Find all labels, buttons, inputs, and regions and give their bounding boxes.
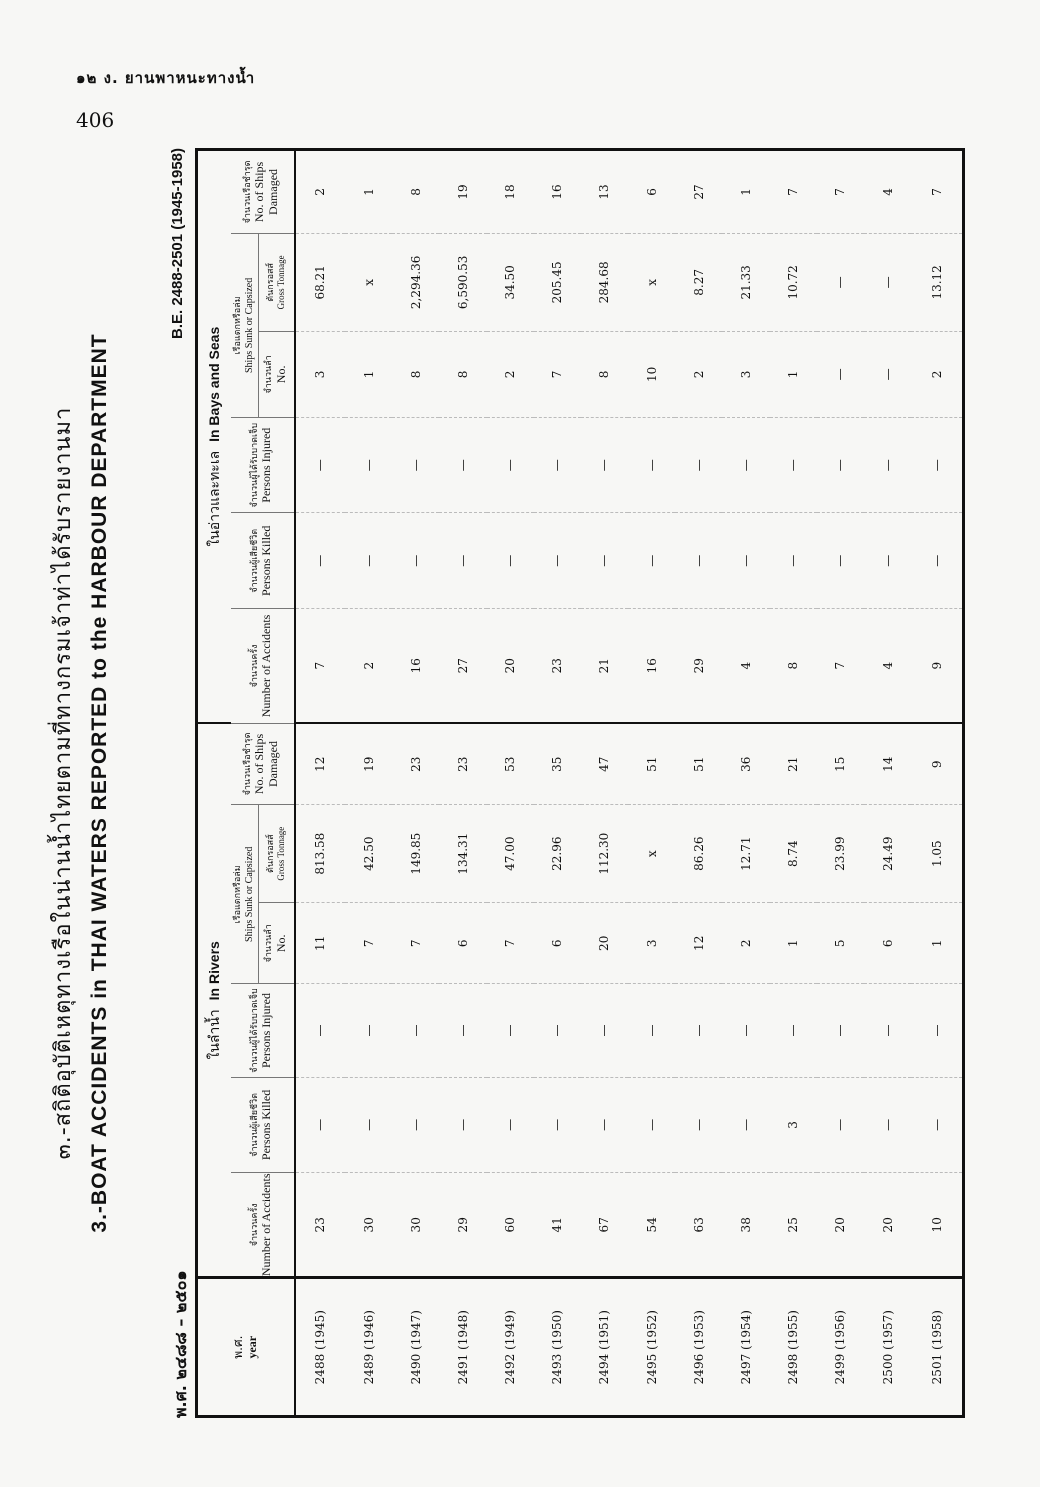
rotated-table-block (51, 148, 965, 1418)
table-row (345, 150, 392, 1417)
title-english: 3.-BOAT ACCIDENTS in THAI WATERS REPORTED to the HARBOUR DEPARTMENT (88, 333, 111, 1233)
bays-damaged-cell: 13 (581, 150, 628, 234)
rivers-tonnage-cell: 23.99 (817, 805, 864, 903)
rivers-injured-cell: — (581, 984, 628, 1077)
bays-injured-cell: — (534, 417, 581, 513)
bays-group-header: ในอ่าวและทะเล In Bays and Seas (197, 150, 231, 724)
rivers-injured-cell: — (722, 984, 769, 1077)
rivers-sunk-no-cell: 11 (295, 903, 346, 984)
rivers-killed-cell: — (722, 1077, 769, 1173)
rivers-accidents-cell: 20 (864, 1173, 911, 1278)
bays-damaged-cell: 7 (911, 150, 963, 234)
bays-accidents-cell: 16 (392, 609, 439, 724)
bays-damaged-cell: 16 (534, 150, 581, 234)
table-title (45, 148, 112, 1418)
bays-injured-cell: — (817, 417, 864, 513)
rivers-tonnage-cell: 24.49 (864, 805, 911, 903)
rivers-tonnage-cell: x (628, 805, 675, 903)
bays-accidents-cell: 4 (722, 609, 769, 724)
rivers-accidents-cell: 23 (295, 1173, 346, 1278)
rivers-tonnage-cell: 86.26 (675, 805, 722, 903)
bays-sunk-no-cell: 8 (581, 331, 628, 417)
title-thai: ๓.-สถิติอุบัติเหตุทางเรือในน่านน้ำไทยตามที่ทางกรมเจ้าท่าได้รับรายงานมา (51, 406, 76, 1160)
rivers-injured-cell: — (439, 984, 486, 1077)
bays-accidents-cell: 27 (439, 609, 486, 724)
rivers-tonnage-cell: 8.74 (770, 805, 817, 903)
bays-injured-cell: — (439, 417, 486, 513)
rivers-killed-cell: — (628, 1077, 675, 1173)
rivers-injured-header: จำนวนผู้ได้รับบาดเจ็บ Persons Injured (231, 984, 295, 1077)
bays-killed-cell: — (864, 513, 911, 609)
bays-killed-cell: — (770, 513, 817, 609)
rivers-injured-cell: — (911, 984, 963, 1077)
table-row (911, 150, 963, 1417)
year-cell: 2490 (1947) (392, 1278, 439, 1417)
bays-damaged-cell: 27 (675, 150, 722, 234)
year-cell: 2499 (1956) (817, 1278, 864, 1417)
bays-sunk-no-cell: — (864, 331, 911, 417)
rivers-accidents-cell: 20 (817, 1173, 864, 1278)
bays-tonnage-cell: 13.12 (911, 233, 963, 331)
page-number: 406 (76, 108, 115, 132)
rivers-sunk-no-cell: 1 (770, 903, 817, 984)
rivers-tonnage-cell: 1.05 (911, 805, 963, 903)
bays-sunk-no-cell: 2 (675, 331, 722, 417)
bays-killed-cell: — (392, 513, 439, 609)
rivers-sunk-no-cell: 1 (911, 903, 963, 984)
bays-accidents-cell: 23 (534, 609, 581, 724)
bays-tonnage-cell: 8.27 (675, 233, 722, 331)
table-header (197, 150, 295, 1417)
rivers-damaged-cell: 14 (864, 723, 911, 804)
rivers-injured-cell: — (770, 984, 817, 1077)
rivers-accidents-cell: 41 (534, 1173, 581, 1278)
table-row (770, 150, 817, 1417)
rivers-sunk-no-cell: 5 (817, 903, 864, 984)
rivers-injured-cell: — (345, 984, 392, 1077)
rivers-damaged-cell: 19 (345, 723, 392, 804)
rivers-damaged-cell: 23 (439, 723, 486, 804)
period-thai: พ.ศ. ๒๔๘๘ – ๒๕๐๑ (171, 1270, 190, 1418)
bays-sunk-no-cell: 7 (534, 331, 581, 417)
year-cell: 2488 (1945) (295, 1278, 346, 1417)
bays-tonnage-cell: 205.45 (534, 233, 581, 331)
rivers-sunk-no-cell: 7 (487, 903, 534, 984)
rivers-killed-cell: — (392, 1077, 439, 1173)
bays-killed-cell: — (534, 513, 581, 609)
rivers-damaged-cell: 9 (911, 723, 963, 804)
rivers-damaged-cell: 51 (675, 723, 722, 804)
bays-accidents-cell: 29 (675, 609, 722, 724)
bays-damaged-cell: 19 (439, 150, 486, 234)
rivers-killed-cell: — (864, 1077, 911, 1173)
bays-accidents-cell: 4 (864, 609, 911, 724)
rivers-accidents-cell: 63 (675, 1173, 722, 1278)
rivers-tonnage-cell: 112.30 (581, 805, 628, 903)
bays-tonnage-cell: 6,590.53 (439, 233, 486, 331)
bays-accidents-header: จำนวนครั้ง Number of Accidents (231, 609, 295, 724)
rivers-killed-cell: — (817, 1077, 864, 1173)
accidents-table (195, 148, 965, 1418)
bays-accidents-cell: 9 (911, 609, 963, 724)
bays-damaged-header: จำนวนเรือชำรุด No. of Ships Damaged (231, 150, 295, 234)
table-row (628, 150, 675, 1417)
rivers-tonnage-cell: 47.00 (487, 805, 534, 903)
year-cell: 2498 (1955) (770, 1278, 817, 1417)
rivers-accidents-cell: 10 (911, 1173, 963, 1278)
bays-injured-cell: — (864, 417, 911, 513)
bays-injured-cell: — (581, 417, 628, 513)
year-cell: 2489 (1946) (345, 1278, 392, 1417)
rivers-damaged-cell: 36 (722, 723, 769, 804)
bays-sunk-no-cell: — (817, 331, 864, 417)
bays-injured-cell: — (722, 417, 769, 513)
year-cell: 2496 (1953) (675, 1278, 722, 1417)
rivers-killed-cell: — (345, 1077, 392, 1173)
bays-tonnage-cell: x (628, 233, 675, 331)
rivers-sunk-header: เรือแตกหรือล่ม Ships Sunk or Capsized (231, 805, 259, 984)
year-cell: 2494 (1951) (581, 1278, 628, 1417)
rivers-tonnage-header: ตันกรอสส์ Gross Tonnage (259, 805, 295, 903)
year-header: พ.ศ. year (197, 1278, 295, 1417)
bays-accidents-cell: 7 (295, 609, 346, 724)
rivers-accidents-cell: 54 (628, 1173, 675, 1278)
rivers-sunk-no-cell: 12 (675, 903, 722, 984)
rivers-damaged-cell: 21 (770, 723, 817, 804)
bays-sunk-no-cell: 1 (345, 331, 392, 417)
table-row (487, 150, 534, 1417)
bays-sunk-no-cell: 2 (487, 331, 534, 417)
rivers-sunk-no-cell: 6 (534, 903, 581, 984)
rivers-killed-cell: — (439, 1077, 486, 1173)
bays-killed-cell: — (345, 513, 392, 609)
year-cell: 2497 (1954) (722, 1278, 769, 1417)
bays-damaged-cell: 4 (864, 150, 911, 234)
bays-tonnage-header: ตันกรอสส์ Gross Tonnage (259, 233, 295, 331)
rivers-killed-cell: — (295, 1077, 346, 1173)
rivers-accidents-cell: 38 (722, 1173, 769, 1278)
bays-damaged-cell: 2 (295, 150, 346, 234)
bays-tonnage-cell: 284.68 (581, 233, 628, 331)
rivers-sunk-no-cell: 6 (439, 903, 486, 984)
bays-killed-cell: — (487, 513, 534, 609)
rivers-tonnage-cell: 42.50 (345, 805, 392, 903)
table-body (295, 150, 964, 1417)
bays-sunk-no-cell: 3 (722, 331, 769, 417)
rivers-injured-cell: — (487, 984, 534, 1077)
bays-tonnage-cell: 21.33 (722, 233, 769, 331)
rivers-injured-cell: — (534, 984, 581, 1077)
bays-killed-cell: — (628, 513, 675, 609)
rivers-killed-header: จำนวนผู้เสียชีวิต Persons Killed (231, 1077, 295, 1173)
bays-tonnage-cell: — (817, 233, 864, 331)
rivers-killed-cell: — (487, 1077, 534, 1173)
rivers-killed-cell: — (534, 1077, 581, 1173)
table-row (817, 150, 864, 1417)
rivers-injured-cell: — (628, 984, 675, 1077)
year-cell: 2491 (1948) (439, 1278, 486, 1417)
rivers-damaged-cell: 12 (295, 723, 346, 804)
bays-damaged-cell: 1 (345, 150, 392, 234)
table-row (534, 150, 581, 1417)
bays-tonnage-cell: 34.50 (487, 233, 534, 331)
rivers-killed-cell: — (675, 1077, 722, 1173)
rivers-accidents-cell: 29 (439, 1173, 486, 1278)
bays-injured-cell: — (628, 417, 675, 513)
rivers-group-header: ในลำน้ำ In Rivers (197, 723, 231, 1278)
bays-damaged-cell: 18 (487, 150, 534, 234)
year-cell: 2501 (1958) (911, 1278, 963, 1417)
table-row (864, 150, 911, 1417)
section-header: ๑๒ ง. ยานพาหนะทางน้ำ (76, 69, 256, 87)
rivers-tonnage-cell: 813.58 (295, 805, 346, 903)
bays-killed-cell: — (675, 513, 722, 609)
rivers-tonnage-cell: 12.71 (722, 805, 769, 903)
bays-injured-cell: — (487, 417, 534, 513)
bays-sunk-no-cell: 1 (770, 331, 817, 417)
rivers-damaged-cell: 47 (581, 723, 628, 804)
bays-injured-header: จำนวนผู้ได้รับบาดเจ็บ Persons Injured (231, 417, 295, 513)
bays-tonnage-cell: 10.72 (770, 233, 817, 331)
rivers-injured-cell: — (817, 984, 864, 1077)
rivers-tonnage-cell: 22.96 (534, 805, 581, 903)
year-cell: 2492 (1949) (487, 1278, 534, 1417)
bays-killed-cell: — (911, 513, 963, 609)
bays-damaged-cell: 7 (770, 150, 817, 234)
bays-sunk-no-cell: 3 (295, 331, 346, 417)
bays-killed-cell: — (581, 513, 628, 609)
rivers-killed-cell: 3 (770, 1077, 817, 1173)
rivers-accidents-cell: 67 (581, 1173, 628, 1278)
bays-damaged-cell: 7 (817, 150, 864, 234)
rivers-damaged-cell: 51 (628, 723, 675, 804)
bays-sunk-no-cell: 2 (911, 331, 963, 417)
rivers-injured-cell: — (295, 984, 346, 1077)
bays-sunk-no-cell: 8 (439, 331, 486, 417)
rivers-sunk-no-cell: 20 (581, 903, 628, 984)
table-row (722, 150, 769, 1417)
rivers-sunk-no-cell: 7 (345, 903, 392, 984)
bays-accidents-cell: 16 (628, 609, 675, 724)
bays-killed-cell: — (439, 513, 486, 609)
year-cell: 2495 (1952) (628, 1278, 675, 1417)
bays-sunk-no-cell: 8 (392, 331, 439, 417)
bays-sunk-header: เรือแตกหรือล่ม Ships Sunk or Capsized (231, 233, 259, 417)
bays-killed-header: จำนวนผู้เสียชีวิต Persons Killed (231, 513, 295, 609)
rivers-accidents-cell: 25 (770, 1173, 817, 1278)
rivers-sunk-no-header: จำนวนลำ No. (259, 903, 295, 984)
bays-injured-cell: — (392, 417, 439, 513)
rivers-damaged-header: จำนวนเรือชำรุด No. of Ships Damaged (231, 723, 295, 804)
bays-damaged-cell: 8 (392, 150, 439, 234)
rivers-sunk-no-cell: 3 (628, 903, 675, 984)
bays-killed-cell: — (295, 513, 346, 609)
table-row (392, 150, 439, 1417)
rivers-tonnage-cell: 149.85 (392, 805, 439, 903)
bays-tonnage-cell: x (345, 233, 392, 331)
bays-tonnage-cell: — (864, 233, 911, 331)
rivers-damaged-cell: 35 (534, 723, 581, 804)
rivers-accidents-cell: 60 (487, 1173, 534, 1278)
bays-injured-cell: — (911, 417, 963, 513)
rivers-accidents-cell: 30 (345, 1173, 392, 1278)
bays-tonnage-cell: 68.21 (295, 233, 346, 331)
table-row (439, 150, 486, 1417)
bays-killed-cell: — (817, 513, 864, 609)
table-row (675, 150, 722, 1417)
bays-injured-cell: — (345, 417, 392, 513)
bays-killed-cell: — (722, 513, 769, 609)
rivers-killed-cell: — (911, 1077, 963, 1173)
bays-injured-cell: — (770, 417, 817, 513)
bays-accidents-cell: 2 (345, 609, 392, 724)
table-row (295, 150, 346, 1417)
bays-accidents-cell: 21 (581, 609, 628, 724)
rivers-damaged-cell: 15 (817, 723, 864, 804)
rivers-sunk-no-cell: 7 (392, 903, 439, 984)
bays-accidents-cell: 8 (770, 609, 817, 724)
rivers-injured-cell: — (392, 984, 439, 1077)
bays-injured-cell: — (675, 417, 722, 513)
year-cell: 2500 (1957) (864, 1278, 911, 1417)
bays-tonnage-cell: 2,294.36 (392, 233, 439, 331)
rivers-damaged-cell: 23 (392, 723, 439, 804)
bays-accidents-cell: 7 (817, 609, 864, 724)
bays-sunk-no-header: จำนวนลำ No. (259, 331, 295, 417)
rivers-injured-cell: — (864, 984, 911, 1077)
rivers-accidents-header: จำนวนครั้ง Number of Accidents (231, 1173, 295, 1278)
table-row (581, 150, 628, 1417)
rivers-damaged-cell: 53 (487, 723, 534, 804)
bays-accidents-cell: 20 (487, 609, 534, 724)
rivers-tonnage-cell: 134.31 (439, 805, 486, 903)
rivers-killed-cell: — (581, 1077, 628, 1173)
bays-damaged-cell: 6 (628, 150, 675, 234)
period-english: B.E. 2488-2501 (1945-1958) (169, 148, 186, 339)
bays-injured-cell: — (295, 417, 346, 513)
year-cell: 2493 (1950) (534, 1278, 581, 1417)
rivers-sunk-no-cell: 6 (864, 903, 911, 984)
rivers-accidents-cell: 30 (392, 1173, 439, 1278)
bays-sunk-no-cell: 10 (628, 331, 675, 417)
rivers-injured-cell: — (675, 984, 722, 1077)
bays-damaged-cell: 1 (722, 150, 769, 234)
rivers-sunk-no-cell: 2 (722, 903, 769, 984)
